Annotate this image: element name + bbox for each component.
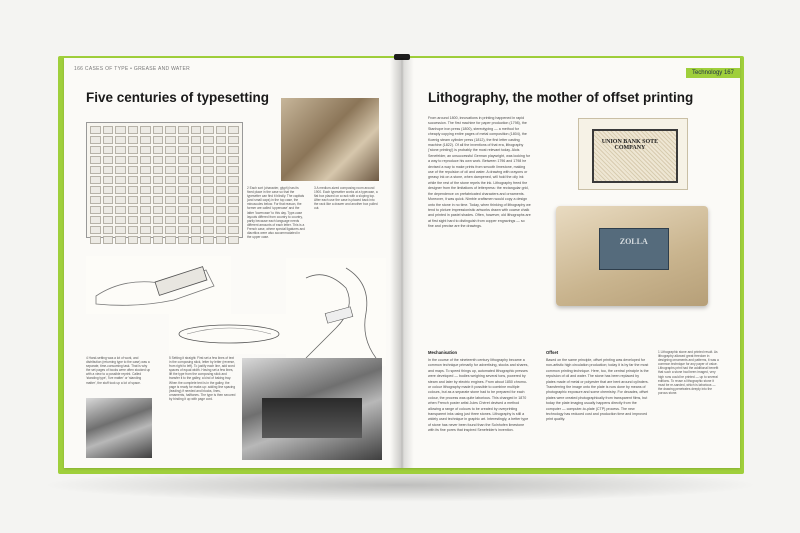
lock-up-forme-photo — [242, 358, 382, 460]
mechanisation-heading: Mechanisation — [428, 350, 458, 355]
certificate-border — [592, 129, 678, 183]
hands-holding-type-sketch — [286, 258, 386, 366]
section-tab-technology: Technology 167 — [686, 68, 740, 78]
left-page — [64, 58, 398, 468]
caption-composing-room: 3 A medium-sized composing room around 1900. Each typesetter works at a typecase, a flat box placed on a rack with a sloping top. After each use the case is placed back into the rack like a drawer and another box pulled out. — [314, 186, 378, 211]
intro-text: From around 1800, innovations in printing happened in rapid succession. The first machine for paper production (1798), the Stanhope iron press (1800), stereotyping — a method for cheaply copying entire pages of metal composition (1804), the Koenig steam cylinder press (1812), the first letter casting machine (1822). Of all the inventions of that era, lithography ('stone printing') is probably the most relevant today. Alois Senefelder, an unsuccessful German playwright, was looking for a way to reproduce his own work. Between 1796 and 1798 he devised a way to make prints from smooth limestone, making use of the repulsion of oil and water. A drawing with crayons or greasy ink on a stone, when dampened, will hold the oily ink while the rest of the stone repels the ink. Lithography freed the designer from the limitations of letterpress: the rectangular grid, the dependence on prefabricated characters and ornaments. Moreover, it was quick. Nimble craftsmen would copy a design onto the stone in no time. Today, when thinking of lithography we tend to picture impressionistic artworks drawn with coarse chalk and printed in pastel shades. Often, however, old lithographs are at first sight hard to distinguish from copper engravings — so fine and precise are the drawings. — [428, 116, 531, 229]
lithograph-certificate-image — [578, 118, 688, 190]
lithographic-stone-image — [556, 206, 708, 306]
type-block-drawing — [169, 314, 289, 354]
hands-drawing — [286, 258, 386, 366]
type-case-illustration — [86, 122, 243, 238]
right-page — [406, 58, 740, 468]
left-folio: 166 CASES OF TYPE • GREASE AND WATER — [74, 66, 191, 72]
mechanisation-text: In the course of the nineteenth century lithography became a common technique primarily for advertising, stocks and shares, and maps. To speed things up, automated lithographic presses were developed — bodies weighing several tons, powered by steam and later by electric engines. From about 1850 chromo- or colour lithography made it possible to combine multiple colours, but as a separate stone had to be prepared for each colour, the process was quite laborious. This changed in 1870 when French poster artist Jules Chéret devised a method allowing a range of colours to be created by overprinting transparent inks using just three stones. Lithography is still a widely used technique in graphic art. Interestingly, a better type of stone has never been found than the Solnhofen limestone with its fine pores that inspired Senefelder's invention. — [428, 358, 529, 433]
stone-label: ZOLLA — [619, 237, 648, 246]
offset-heading: Offset — [546, 350, 559, 355]
type-block-sketch — [169, 314, 289, 354]
composing-stick-drawing — [86, 256, 231, 314]
caption-lithographic-stone: 1 Lithographic stone and printed result. As lithography allowed great freedom in designing ornaments and patterns, it was a common technique for any paper of value. Lithographs print had the additional benefit that such a stone had been imaged, very high runs could be printed — up to several editions. To reuse a lithographic stone it must be re-sanded, which is laborious — the drawing penetrates deeply into the porous stone. — [658, 350, 719, 395]
forme-chase — [262, 398, 362, 438]
standing-type-photo — [86, 398, 152, 458]
caption-type-case: 2 Each sort (character, glyph) has its fixed place in the case so that the typesetter can find it blindly. The capitals (and small caps) in the top case, the minuscules below. For that reason, the former are called 'uppercase' and the latter 'lowercase' to this day. Type-case layouts differed from country to country, partly because each language needs different amounts of each letter. This is a French case, where special ligatures and diacritics were also accommodated in the upper case. — [247, 186, 305, 240]
right-page-title: Lithography, the mother of offset printing — [428, 90, 694, 105]
hand-composing-stick-sketch — [86, 256, 231, 314]
composing-room-photo — [281, 98, 379, 181]
certificate-text: UNION BANK SOTE COMPANY — [601, 138, 659, 151]
type-case-grid — [87, 123, 242, 247]
offset-text: Based on the same principle, offset printing was developed for non-artistic high circulation production; today it is by far the most common printing technique. Here, too, the central principle is the repulsion of oil and water. The stone has been replaced by plates made of metal or polyester that are bent around cylinders. Transferring the image onto the plate is now done by means of photographic exposure and some chemistry. For decades, offset plates were created photographically from transparent films, but today the plate imaging usually happens directly from the computer — computer-to-plate (CTP) process. The new technology has reduced cost and production time and improved print quality. — [546, 358, 649, 422]
book-spread — [64, 58, 740, 468]
caption-setting-straight: 5 Setting it straight: First set a few lines of text in the composing stick, letter by letter (reverse, from right to left). To justify each line, add word spaces of equal width. Having set a few lines, lift the type from the composing stick and transfer it to the galley, a kind of baking tray. When the complete text is in the galley, the page is ready for make-up: adding line spacing (leading) if needed and blocks, lines, ornaments, halftones. The type is then secured by binding it up with page cord. — [169, 356, 236, 401]
caption-hand-setting: 4 Hand-setting was a lot of work, and distribution (returning type to the case) was a separate, time-consuming task. That is why the set pages of books were often stocked up with a view to a possible reprint. Called 'standing type', 'live matter' or 'standing matter', the stuff took up a lot of space. — [86, 356, 151, 385]
stone-printed-area — [599, 228, 669, 270]
left-page-title: Five centuries of typesetting — [86, 90, 270, 105]
